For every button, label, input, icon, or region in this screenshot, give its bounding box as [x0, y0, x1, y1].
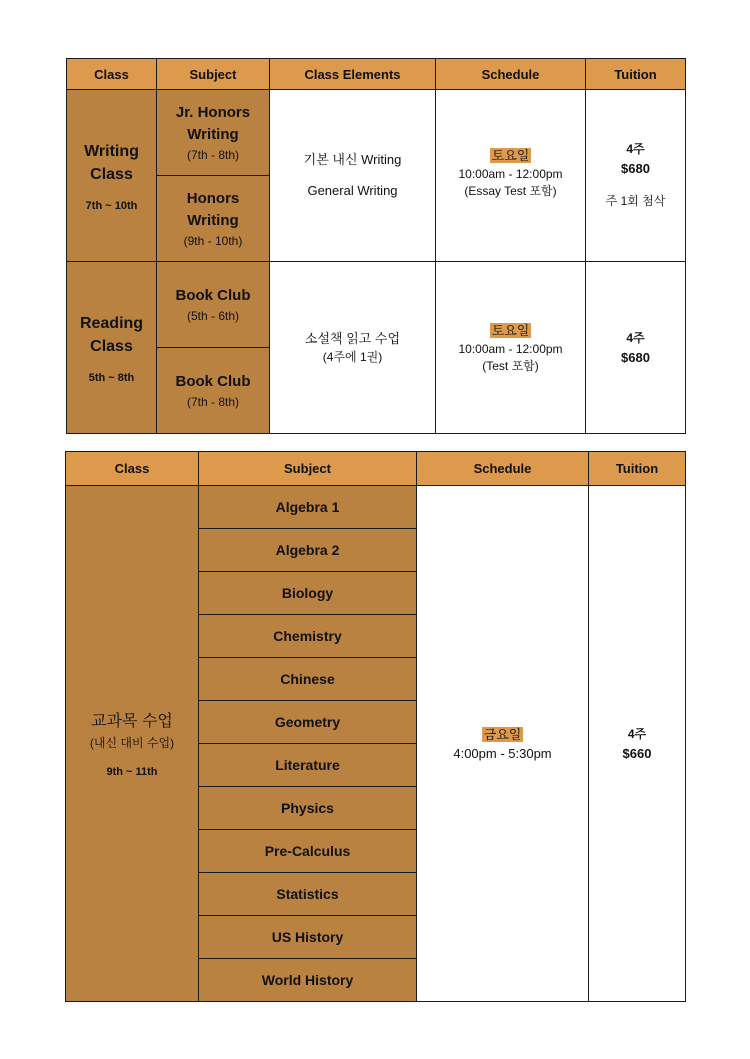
subject-classes-table: [65, 451, 686, 1002]
subject-honors-writing: [157, 176, 270, 262]
header-class: Class: [67, 59, 157, 90]
header-schedule: Schedule: [417, 452, 589, 486]
reading-class-cell: [67, 262, 157, 434]
reading-elements-cell: [270, 262, 436, 434]
reading-element-2: (4주에 1권): [322, 349, 383, 364]
writing-class-name-1: Writing: [84, 142, 139, 160]
subject-world-history: World History: [199, 959, 417, 1002]
reading-tuition-cell: [586, 262, 686, 434]
writing-tuition-cell: [586, 90, 686, 262]
subject-us-history: US History: [199, 916, 417, 959]
writing-elements-cell: [270, 90, 436, 262]
writing-element-2: General Writing: [307, 183, 398, 198]
subject-tuition-price: $660: [622, 745, 652, 761]
subject-chinese: Chinese: [199, 658, 417, 701]
writing-class-cell: [67, 90, 157, 262]
reading-class-name-1: Reading: [79, 314, 144, 332]
writing-tuition-weeks: 4주: [626, 142, 645, 156]
subject-grade: (7th - 8th): [186, 147, 240, 162]
subject-title-1: Honors: [186, 189, 240, 207]
reading-schedule-note: (Test 포함): [482, 358, 539, 373]
subject-schedule-day: 금요일: [483, 726, 522, 742]
writing-tuition-note: 주 1회 첨삭: [605, 194, 666, 208]
reading-tuition-price: $680: [621, 349, 650, 365]
subject-book-club-5-6: [157, 262, 270, 348]
subject-physics: Physics: [199, 787, 417, 830]
header-row: [66, 452, 686, 486]
writing-class-name-2: Class: [90, 165, 133, 183]
subject-pre-calculus: Pre-Calculus: [199, 830, 417, 873]
subject-chemistry: Chemistry: [199, 615, 417, 658]
reading-schedule-time: 10:00am - 12:00pm: [458, 341, 563, 356]
writing-reading-table: [66, 58, 686, 434]
reading-grades: 5th ~ 8th: [88, 371, 135, 384]
subject-tuition-cell: [589, 486, 686, 1002]
header-class-elements: Class Elements: [270, 59, 436, 90]
reading-tuition-weeks: 4주: [626, 330, 645, 345]
header-tuition: Tuition: [586, 59, 686, 90]
writing-schedule-day: 토요일: [491, 148, 530, 163]
subject-title-1: Jr. Honors: [175, 103, 251, 121]
subject-grade: (5th - 6th): [186, 308, 240, 323]
subject-schedule-cell: [417, 486, 589, 1002]
header-class: Class: [66, 452, 199, 486]
reading-class-name-2: Class: [90, 337, 133, 355]
subject-algebra-1: Algebra 1: [199, 486, 417, 529]
subject-title-2: Writing: [187, 125, 239, 143]
subject-title: Book Club: [175, 372, 251, 390]
subject-class-sub: (내신 대비 수업): [89, 735, 175, 750]
writing-tuition-price: $680: [621, 161, 650, 176]
subject-class-cell: [66, 486, 199, 1002]
writing-grades: 7th ~ 10th: [85, 199, 138, 212]
subject-tuition-weeks: 4주: [627, 726, 647, 741]
header-schedule: Schedule: [436, 59, 586, 90]
subject-grades: 9th ~ 11th: [106, 765, 158, 778]
subject-geometry: Geometry: [199, 701, 417, 744]
subject-book-club-7-8: [157, 348, 270, 434]
reading-schedule-day: 토요일: [491, 322, 530, 338]
writing-schedule-note: (Essay Test 포함): [464, 184, 557, 198]
subject-grade: (9th - 10th): [183, 233, 243, 248]
subject-jr-honors-writing: [157, 90, 270, 176]
subject-title: Book Club: [175, 286, 251, 304]
subject-grade: (7th - 8th): [186, 394, 240, 409]
writing-schedule-time: 10:00am - 12:00pm: [458, 167, 563, 181]
header-subject: Subject: [199, 452, 417, 486]
subject-class-name: 교과목 수업: [91, 712, 173, 730]
subject-biology: Biology: [199, 572, 417, 615]
subject-literature: Literature: [199, 744, 417, 787]
header-row: [67, 59, 686, 90]
subject-statistics: Statistics: [199, 873, 417, 916]
subject-schedule-time: 4:00pm - 5:30pm: [453, 745, 552, 761]
header-subject: Subject: [157, 59, 270, 90]
subject-algebra-2: Algebra 2: [199, 529, 417, 572]
reading-element-1: 소설책 읽고 수업: [304, 330, 401, 346]
subject-title-2: Writing: [187, 211, 239, 229]
reading-schedule-cell: [436, 262, 586, 434]
header-tuition: Tuition: [589, 452, 686, 486]
writing-schedule-cell: [436, 90, 586, 262]
writing-element-1: 기본 내신 Writing: [303, 152, 402, 167]
